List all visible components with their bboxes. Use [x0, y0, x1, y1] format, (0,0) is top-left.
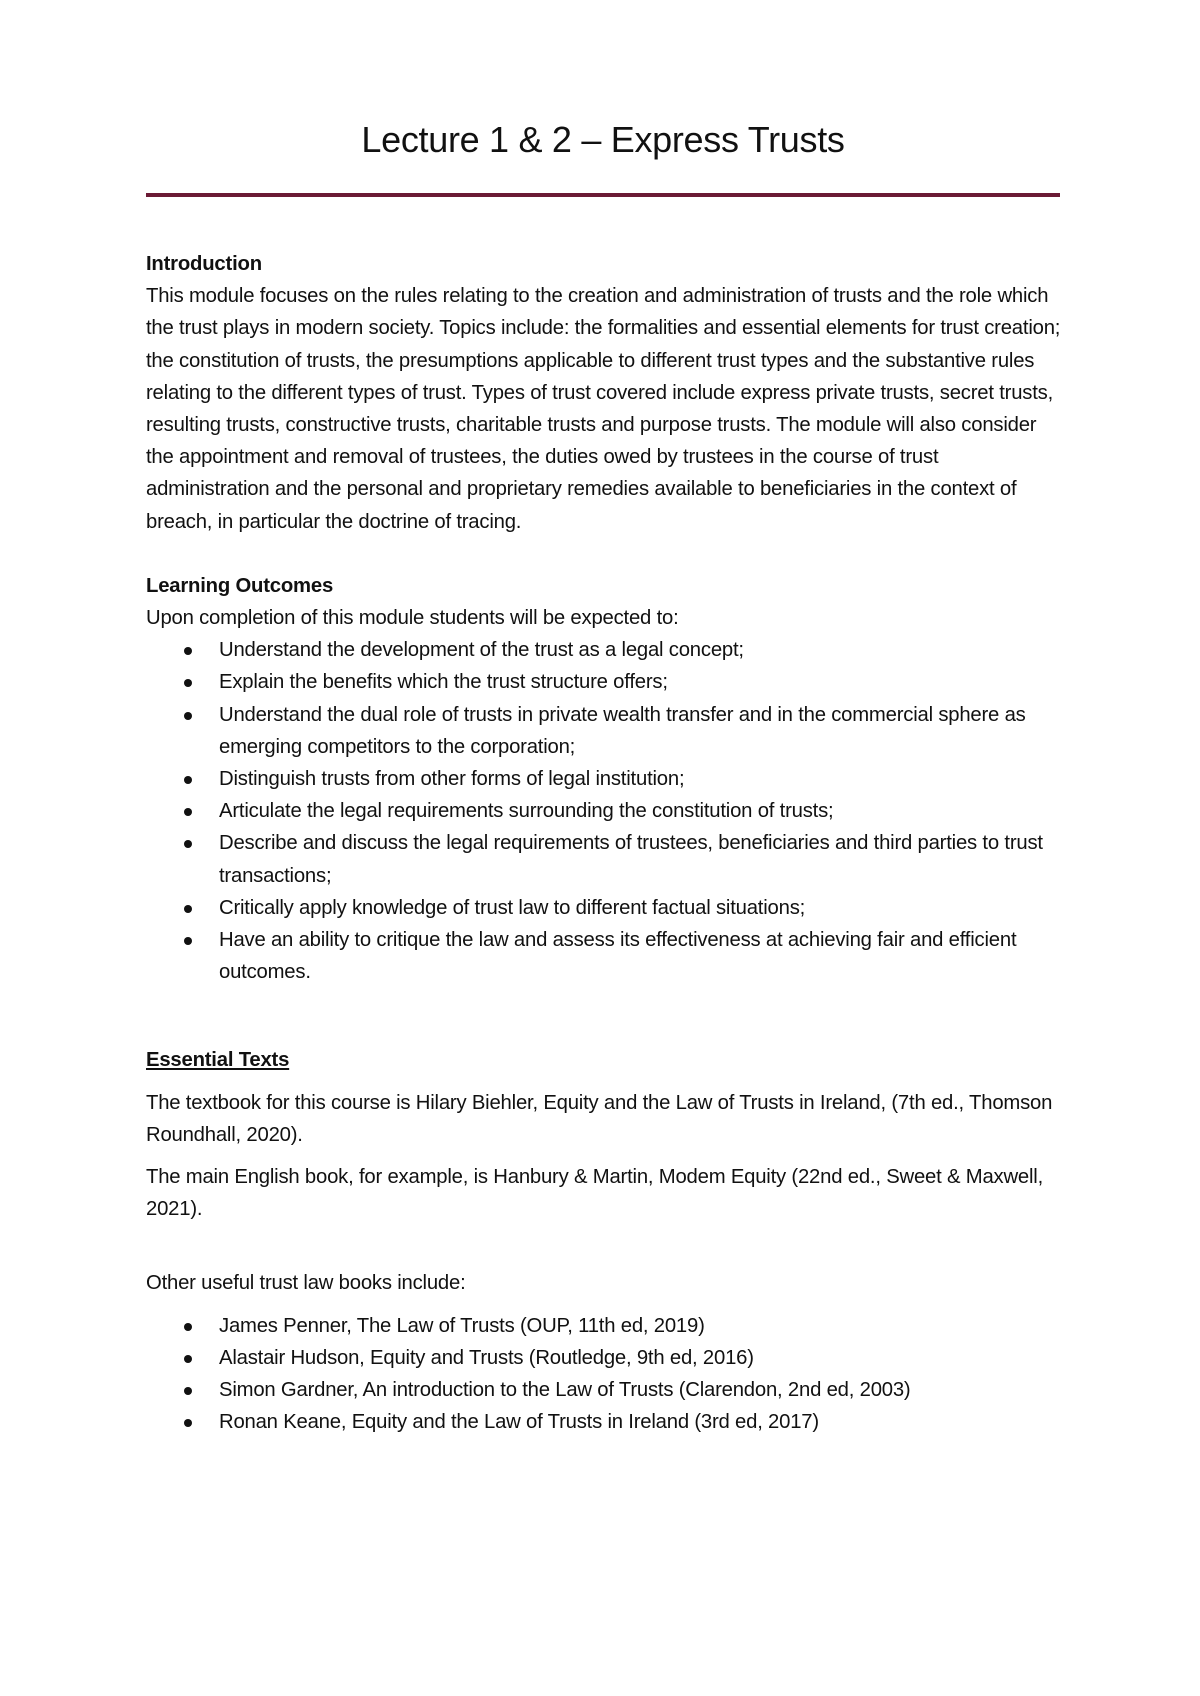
list-item-text: Explain the benefits which the trust structure offers; [219, 671, 668, 694]
bullet-icon [184, 1323, 192, 1331]
list-item-text: Understand the development of the trust as a legal concept; [219, 639, 744, 662]
list-item [146, 1374, 1066, 1406]
list-item [146, 1342, 1066, 1374]
list-item-text: Distinguish trusts from other forms of legal institution; [219, 768, 685, 791]
list-item-text: Critically apply knowledge of trust law to different factual situations; [219, 896, 806, 919]
list-item [146, 924, 1066, 988]
title-divider [146, 193, 1060, 197]
other-books-list [146, 1310, 1066, 1439]
list-item-text: Simon Gardner, An introduction to the Law of Trusts (Clarendon, 2nd ed, 2003) [219, 1379, 911, 1402]
spacer [146, 1300, 1066, 1310]
list-item-text: Articulate the legal requirements surrounding the constitution of trusts; [219, 800, 834, 823]
list-item-text: Have an ability to critique the law and assess its effectiveness at achieving fair and efficient outcomes. [219, 929, 1017, 984]
learning-outcomes-heading: Learning Outcomes [146, 574, 334, 597]
introduction-heading: Introduction [146, 253, 262, 275]
bullet-icon [184, 1419, 192, 1427]
list-item [146, 892, 1066, 924]
spacer [146, 988, 1066, 1044]
spacer [146, 538, 1066, 570]
introduction-paragraph: This module focuses on the rules relating to the creation and administration of trusts and the role which the trust plays in modern society. Topics include: the formalities and essential elements for trust creation; the constitution of trusts, the presumptions applicable to different trust types and the substantive rules relating to the different types of trust. Types of trust covered include express private trusts, secret trusts, resulting trusts, constructive trusts, charitable trusts and purpose trusts. The module will also consider the appointment and removal of trustees, the duties owed by trustees in the course of trust administration and the personal and proprietary remedies available to beneficiaries in the context of breach, in particular the doctrine of tracing. [146, 285, 1061, 533]
learning-outcomes-list [146, 634, 1066, 988]
spacer [146, 1151, 1066, 1161]
learning-outcomes-intro: Upon completion of this module students will be expected to: [146, 607, 679, 630]
list-item [146, 699, 1066, 763]
bullet-icon [184, 905, 192, 913]
bullet-icon [184, 712, 192, 720]
list-item-text: Understand the dual role of trusts in private wealth transfer and in the commercial sphere as emerging competitors to the corporation; [219, 703, 1026, 758]
list-item [146, 1310, 1066, 1342]
bullet-icon [184, 647, 192, 655]
list-item [146, 795, 1066, 827]
bullet-icon [184, 937, 192, 945]
essential-texts-paragraph: The textbook for this course is Hilary Biehler, Equity and the Law of Trusts in Ireland, (7th ed., Thomson Roundhall, 2020). [146, 1091, 1053, 1146]
document-body [146, 248, 1066, 1439]
list-item [146, 1406, 1066, 1438]
other-books-intro: Other useful trust law books include: [146, 1272, 466, 1295]
essential-texts-heading: Essential Texts [146, 1049, 290, 1072]
list-item-text: Alastair Hudson, Equity and Trusts (Routledge, 9th ed, 2016) [219, 1346, 754, 1369]
list-item-text: Ronan Keane, Equity and the Law of Trusts in Ireland (3rd ed, 2017) [219, 1411, 819, 1434]
bullet-icon [184, 1355, 192, 1363]
list-item-text: Describe and discuss the legal requirements of trustees, beneficiaries and third parties to trust transactions; [219, 832, 1043, 887]
bullet-icon [184, 776, 192, 784]
spacer [146, 1077, 1066, 1087]
list-item [146, 666, 1066, 698]
list-item [146, 634, 1066, 666]
list-item-text: James Penner, The Law of Trusts (OUP, 11th ed, 2019) [219, 1314, 705, 1337]
bullet-icon [184, 840, 192, 848]
bullet-icon [184, 808, 192, 816]
list-item [146, 827, 1066, 891]
spacer [146, 1225, 1066, 1267]
page-title: Lecture 1 & 2 – Express Trusts [361, 119, 845, 160]
bullet-icon [184, 679, 192, 687]
essential-texts-paragraph: The main English book, for example, is Hanbury & Martin, Modem Equity (22nd ed., Sweet & Maxwell, 2021). [146, 1166, 1044, 1221]
bullet-icon [184, 1387, 192, 1395]
list-item [146, 763, 1066, 795]
